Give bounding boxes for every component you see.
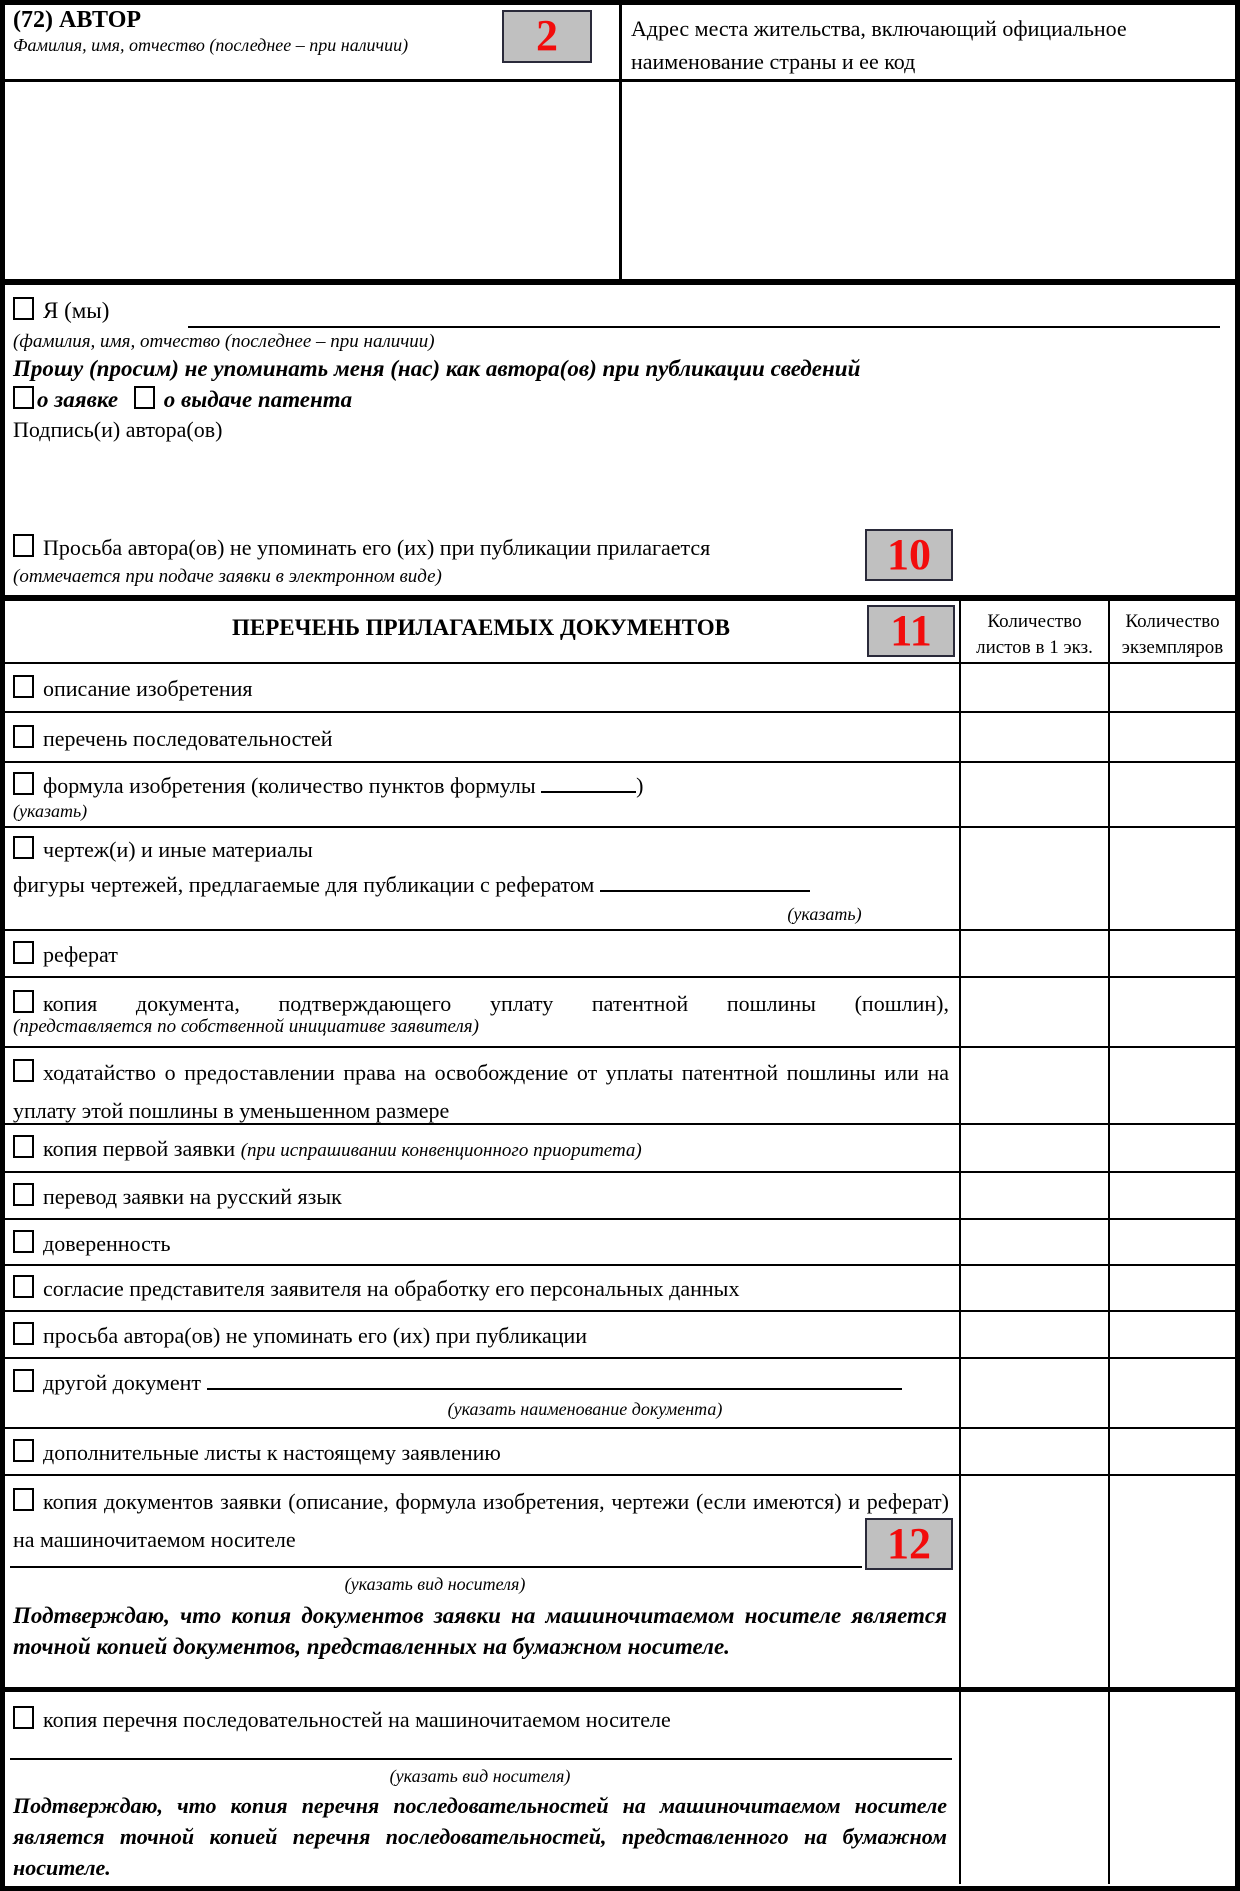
copies-count-cell[interactable] [1108,1359,1235,1427]
address-column-header: Адрес места жительства, включающий официальное наименование страны и ее код [631,16,1127,74]
sheets-count-cell[interactable] [959,1220,1108,1264]
attach-request-row [13,534,710,561]
row-claims [5,763,1235,828]
i-we-checkbox[interactable] [13,297,34,320]
sheets-count-cell[interactable] [959,1429,1108,1474]
documents-table [5,601,1235,1884]
copies-count-cell[interactable] [1108,1476,1235,1687]
copies-count-cell[interactable] [1108,664,1235,711]
row-sequence-listing [5,713,1235,763]
sheets-count-cell[interactable] [959,1173,1108,1218]
marker-12-badge: 12 [865,1518,953,1570]
row-hint: (указать вид носителя) [389,1766,571,1786]
row-fee-exemption-request [5,1048,1235,1125]
row-power-of-attorney [5,1220,1235,1266]
option-application-checkbox[interactable] [13,386,34,409]
sheets-count-cell[interactable] [959,713,1108,761]
row-label: просьба автора(ов) не упоминать его (их) при публикации [43,1323,588,1348]
sheets-count-cell[interactable] [959,828,1108,929]
row-additional-sheets [5,1429,1235,1476]
row-machine-readable-copy [5,1476,1235,1692]
copies-count-cell[interactable] [1108,1173,1235,1218]
copies-count-cell[interactable] [1108,1220,1235,1264]
i-we-row [13,297,109,324]
row-hint: (указать вид носителя) [344,1574,526,1594]
sheets-count-cell[interactable] [959,1125,1108,1171]
row-label: копия первой заявки [43,1136,236,1161]
marker-11-badge: 11 [867,605,955,657]
copies-count-cell[interactable] [1108,828,1235,929]
author-code-sublabel: Фамилия, имя, отчество (последнее – при наличии) [13,35,409,55]
sheets-count-cell[interactable] [959,1312,1108,1357]
row-abstract [5,931,1235,978]
copies-count-cell[interactable] [1108,1048,1235,1123]
sheets-count-cell[interactable] [959,664,1108,711]
row-label-suffix: ) [636,773,644,798]
checkbox[interactable] [13,1183,34,1206]
row-description-of-invention [5,664,1235,713]
figures-for-publication-field[interactable] [600,870,810,892]
copies-count-cell[interactable] [1108,931,1235,976]
row-label: описание изобретения [43,676,253,701]
no-mention-statement: Прошу (просим) не упоминать меня (нас) как автора(ов) при публикации сведений [13,356,861,381]
other-document-name-field[interactable] [207,1368,902,1390]
row-label: доверенность [43,1231,171,1256]
sheets-count-cell[interactable] [959,931,1108,976]
attach-request-checkbox[interactable] [13,534,34,557]
media-type-input-line[interactable] [10,1564,862,1568]
author-address-entry-cell[interactable] [622,82,1235,279]
row-hint: (указать наименование документа) [447,1399,723,1419]
checkbox[interactable] [13,1488,34,1511]
column-header-copies: Количество экземпляров [1108,601,1235,662]
checkbox[interactable] [13,675,34,698]
checkbox[interactable] [13,1439,34,1462]
row-sequence-machine-readable-copy [5,1692,1235,1884]
checkbox[interactable] [13,1059,34,1082]
sheets-count-cell[interactable] [959,1048,1108,1123]
checkbox[interactable] [13,1369,34,1392]
option-patent-grant-label: о выдаче патента [163,387,353,412]
copies-count-cell[interactable] [1108,1692,1235,1884]
marker-2-badge: 2 [502,10,592,63]
copies-count-cell[interactable] [1108,1429,1235,1474]
documents-table-title: ПЕРЕЧЕНЬ ПРИЛАГАЕМЫХ ДОКУМЕНТОВ [231,615,730,640]
row-label: дополнительные листы к настоящему заявлению [43,1440,501,1465]
row-representative-consent [5,1266,1235,1312]
row-hint: (указать) [787,904,862,924]
author-code-label: (72) АВТОР [13,7,142,33]
sheets-count-cell[interactable] [959,763,1108,826]
sheets-count-cell[interactable] [959,978,1108,1046]
row-label: согласие представителя заявителя на обработку его персональных данных [43,1276,740,1301]
option-patent-grant-checkbox[interactable] [134,386,155,409]
signature-area[interactable] [13,445,1223,525]
copies-count-cell[interactable] [1108,1125,1235,1171]
section-divider [5,279,1235,285]
media-type-input-line[interactable] [10,1756,952,1760]
checkbox[interactable] [13,941,34,964]
copies-count-cell[interactable] [1108,763,1235,826]
i-we-label: Я (мы) [43,298,110,323]
row-line2: фигуры чертежей, предлагаемые для публикации с рефератом [13,872,595,897]
row-label: реферат [43,942,118,967]
row-label: чертеж(и) и иные материалы [43,837,313,862]
row-label: копия документа, подтверждающего уплату патентной пошлины (пошлин), [43,991,949,1016]
checkbox[interactable] [13,990,34,1013]
row-hint: (при испрашивании конвенционного приоритета) [240,1140,642,1161]
checkbox[interactable] [13,772,34,795]
row-label: другой документ [43,1370,202,1395]
documents-table-header-row [5,601,1235,664]
marker-10-badge: 10 [865,529,953,581]
no-mention-options-row [13,386,352,413]
row-label: формула изобретения (количество пунктов формулы [43,773,536,798]
option-application-label: о заявке [37,387,119,412]
row-label: копия документов заявки (описание, формула изобретения, чертежи (если имеются) и реферат) на машиночитаемом носителе [13,1489,949,1552]
checkbox[interactable] [13,1135,34,1158]
row-fee-payment-copy [5,978,1235,1048]
claims-count-field[interactable] [541,771,636,793]
name-hint: (фамилия, имя, отчество (последнее – при наличии) [13,331,435,352]
row-label: перевод заявки на русский язык [43,1184,342,1209]
row-label: перечень последовательностей [43,726,333,751]
checkbox[interactable] [13,1706,34,1729]
row-russian-translation [5,1173,1235,1220]
row-author-no-mention-request [5,1312,1235,1359]
copies-count-cell[interactable] [1108,713,1235,761]
copies-count-cell[interactable] [1108,978,1235,1046]
column-header-sheets: Количество листов в 1 экз. [959,601,1108,662]
row-hint: (указать) [13,801,88,821]
row-other-document [5,1359,1235,1429]
checkbox[interactable] [13,836,34,859]
sheets-count-cell[interactable] [959,1476,1108,1687]
machine-copy-confirmation: Подтверждаю, что копия документов заявки на машиночитаемом носителе является точной копией документов, представленных на бумажном носителе. [13,1603,947,1660]
checkbox[interactable] [13,1275,34,1298]
row-label: ходатайство о предоставлении права на освобождение от уплаты патентной пошлины или на уплату этой пошлины в уменьшенном размере [13,1060,949,1123]
checkbox[interactable] [13,725,34,748]
copies-count-cell[interactable] [1108,1266,1235,1310]
author-name-entry-cell[interactable] [5,82,619,279]
row-drawings [5,828,1235,931]
checkbox[interactable] [13,1322,34,1345]
author-names-input-line[interactable] [188,324,1220,328]
attach-request-label: Просьба автора(ов) не упоминать его (их) при публикации прилагается [43,535,711,560]
sheets-count-cell[interactable] [959,1266,1108,1310]
row-hint: (представляется по собственной инициативе заявителя) [13,1016,479,1037]
attach-request-note: (отмечается при подаче заявки в электронном виде) [13,566,442,587]
sheets-count-cell[interactable] [959,1692,1108,1884]
copies-count-cell[interactable] [1108,1312,1235,1357]
row-label: копия перечня последовательностей на машиночитаемом носителе [43,1707,671,1732]
row-first-application-copy [5,1125,1235,1173]
sheets-count-cell[interactable] [959,1359,1108,1427]
signature-label: Подпись(и) автора(ов) [13,417,223,442]
sequence-copy-confirmation: Подтверждаю, что копия перечня последовательностей на машиночитаемом носителе является точной копией перечня последовательностей, представленного на бумажном носителе. [13,1793,947,1881]
checkbox[interactable] [13,1230,34,1253]
